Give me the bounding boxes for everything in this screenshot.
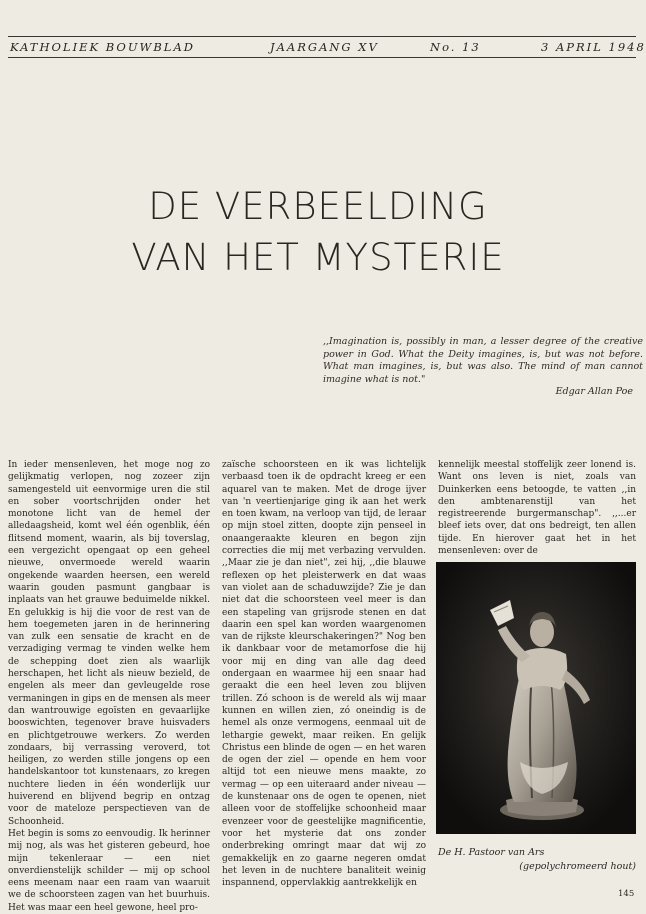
paragraph: Het begin is soms zo eenvoudig. Ik herinner mij nog, als was het gisteren gebeurd, hoe mijn tekenleraar — een niet onverdienstelijk schilder — mij op school eens meenam naar een raam van waaruit we de schoorsteen zagen van het buurhuis. Het was maar een heel gewone, heel pro- (8, 828, 210, 913)
polychrome-saint-statue-icon (436, 562, 636, 834)
epigraph-text: ,,Imagination is, possibly in man, a lesser degree of the creative power in God. What the Deity imagines, is, but was not before. What man imagines, is, but was also. The mind of man cannot imagine what is not." (323, 336, 643, 385)
caption-material: (gepolychromeerd hout) (519, 860, 636, 872)
paragraph: zaïsche schoorsteen en ik was lichtelijk verbaasd toen ik de opdracht kreeg er een aquarel van te maken. Met de droge ijver van 'n veertienjarige ging ik aan het werk en toen kwam, na verloop van tijd, de leraar op mijn stoel zitten, doopte zijn penseel in onaangeraakte kleuren en begon zijn correcties die mij met verbazing vervulden. ,,Maar zie je dan niet", zei hij, ,,die blauwe reflexen op het pleisterwerk en dat waas van violet aan de schaduwzijde? Zie je dan niet dat die schoorsteen veel meer is dan een stapeling van grijsrode stenen en dat daarin een spel kan worden waargenomen van de rijkste kleurschakeringen?" Nog ben ik dankbaar voor de metamorfose die hij voor mij en ding van alle dag deed ondergaan en waarmee hij een snaar had geraakt die een heel leven zou blijven trillen. Zó schoon is de wereld als wij maar kunnen en willen zien, zó oneindig is de hemel als onze vermogens, eenmaal uit de lethargie gewekt, maar reiken. En gelijk Christus een blinde de ogen — en het waren de ogen der ziel — opende en hem voor altijd tot een nieuwe mens maakte, zo vermag — op een uiteraard ander niveau — de kunstenaar ons de ogen te openen, niet alleen voor de stoffelijke schoonheid maar evenzeer voor de geestelijke magnificentie, voor het mysterie dat ons zonder onderbreking omringt maar dat wij zo gemakkelijk en zo gaarne negeren omdat het leven in de nuchtere banaliteit weinig inspannend, oppervlakkig aantrekkelijk en (222, 460, 426, 889)
running-header (8, 36, 646, 58)
caption-title: De H. Pastoor van Ars (438, 847, 545, 858)
epigraph-author: Edgar Allan Poe (555, 386, 633, 397)
article-title-line-1: DE VERBEELDING (148, 185, 488, 228)
paragraph: kennelijk meestal stoffelijk zeer lonend is. Want ons leven is niet, zoals van Duinkerken eens betoogde, te vatten ,,in den ambtenarenstijl van het registreerende burgermanschap". ,,...er bleef iets over, dat ons bedreigt, ten allen tijde. En hierover gaat het in het mensenleven: over de (438, 460, 636, 557)
statue-photo (436, 562, 636, 834)
article-title-line-2: VAN HET MYSTERIE (131, 236, 505, 279)
issue-date: 3 APRIL 1948 (541, 40, 646, 54)
text-column-3 (438, 459, 636, 555)
text-column-2 (222, 459, 426, 889)
volume-label: JAARGANG XV (270, 40, 379, 54)
page-number: 145 (618, 889, 635, 899)
text-column-1 (8, 459, 210, 913)
journal-name: KATHOLIEK BOUWBLAD (10, 40, 195, 54)
epigraph (323, 336, 643, 399)
issue-number: No. 13 (430, 40, 481, 54)
photo-caption (438, 846, 636, 873)
paragraph: In ieder mensenleven, het moge nog zo gelijkmatig verlopen, nog zozeer zijn samengesteld uit eenvormige uren die stil en sober voortschrijden onder het monotone licht van de hemel der alledaagsheid, komt wel één ogenblik, één flitsend moment, waarin, als bij toverslag, een vergezicht opengaat op een geheel nieuwe, onvermoede wereld waarin ongekende waarden heersen, een wereld waarin gouden pasmunt gangbaar is inplaats van het grauwe beduimelde nikkel. En gelukkig is hij die voor de rest van de hem toegemeten jaren in de herinnering van zulk een sensatie de kracht en de verzadiging vermag te vinden welke hem de schepping doet zien als waarlijk herschapen, het licht als nieuw bezield, de engelen als meer dan gevleugelde rose vermaningen in gips en de mensen als meer dan wantrouwige egoïsten en gevaarlijke booswichten, tegenover brave huisvaders en plichtgetrouwe werkers. Zo werden zondaars, bij verrassing veroverd, tot heiligen, zo werden stille jongens op een handelskantoor tot kunstenaars, zo kregen nuchtere lieden in één wonderlijk uur huiverend en blijvend begrip en ontzag voor de mateloze perspectieven van de Schoonheid. (8, 460, 210, 827)
